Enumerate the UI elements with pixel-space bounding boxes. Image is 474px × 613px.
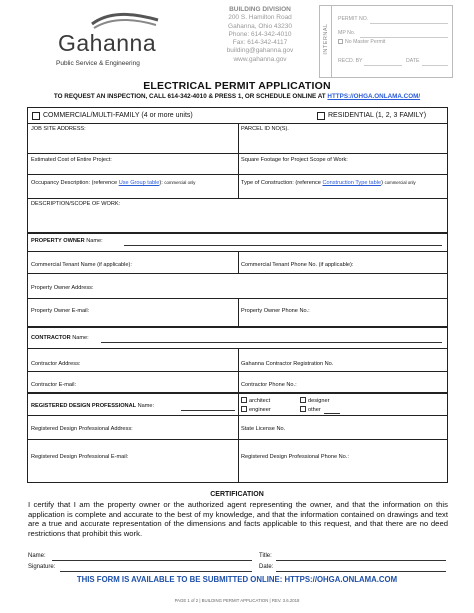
page-title: ELECTRICAL PERMIT APPLICATION [143, 80, 331, 92]
internal-tab [320, 6, 332, 77]
job-site-label: JOB SITE ADDRESS: [31, 126, 86, 132]
owner-name-line[interactable] [124, 245, 442, 246]
divider [28, 371, 447, 372]
internal-label: INTERNAL [323, 23, 329, 55]
est-cost-label: Estimated Cost of Entire Project: [31, 157, 112, 163]
certification-heading: CERTIFICATION [210, 491, 264, 498]
signature-line[interactable] [60, 571, 252, 572]
column-divider [238, 252, 239, 273]
org-subtitle: Public Service & Engineering [56, 60, 140, 67]
address-line-2: Gahanna, Ohio 43230 [228, 22, 292, 30]
use-group-table-link[interactable]: Use Group table [118, 180, 160, 186]
license-label: State License No. [241, 426, 286, 432]
divider [28, 174, 447, 175]
commercial-label: COMMERCIAL/MULTI-FAMILY (4 or more units) [43, 112, 193, 119]
divider [28, 153, 447, 154]
column-divider [238, 124, 239, 199]
owner-email-label: Property Owner E-mail: [31, 308, 90, 314]
contractor-registration-label: Gahanna Contractor Registration No. [241, 361, 334, 367]
wave-logo-icon [90, 10, 160, 32]
engineer-option[interactable]: engineer [241, 406, 271, 413]
email: building@gahanna.gov [226, 47, 294, 55]
column-divider [238, 394, 239, 482]
owner-phone-label: Property Owner Phone No.: [241, 308, 310, 314]
certification-text: I certify that I am the property owner or the authorized agent representing the owner, and that the information on this application is complete and accurate to the best of my knowledge, and that the information contained on drawings and text are a true and accurate representation of the dimensions and facts applicable to this request, and that there are no deed restrictions that prohibit this work. [28, 500, 448, 538]
occupancy-label: Occupancy Description: (reference Use Group table): commercial only [31, 180, 196, 186]
contractor-name-line[interactable] [101, 342, 442, 343]
website: www.gahanna.gov [233, 55, 287, 63]
column-divider [238, 299, 239, 326]
recd-by-label: RECD. BY [338, 58, 363, 64]
name-line[interactable] [52, 560, 252, 561]
divider [28, 415, 447, 416]
other-option[interactable]: other [300, 406, 321, 413]
fax: Fax: 614-342-4117 [232, 39, 288, 47]
mp-no-label: MP No. [338, 30, 356, 36]
design-name-field: REGISTERED DESIGN PROFESSIONAL Name: [31, 403, 155, 409]
permit-no-label: PERMIT NO. [338, 16, 369, 22]
checkbox-icon[interactable] [338, 39, 343, 44]
residential-label: RESIDENTIAL (1, 2, 3 FAMILY) [328, 112, 427, 119]
inspection-instructions: TO REQUEST AN INSPECTION, CALL 614-342-4010 & PRESS 1, OR SCHEDULE ONLINE AT HTTPS://OHGA.ONLAMA.COM/ [53, 93, 421, 100]
schedule-online-link[interactable]: HTTPS://OHGA.ONLAMA.COM/ [327, 93, 421, 100]
owner-name-field: PROPERTY OWNER Name: [31, 238, 103, 244]
name-label: Name: [28, 553, 46, 559]
date-line[interactable] [276, 571, 446, 572]
building-division-info [210, 6, 310, 64]
designer-option[interactable]: designer [300, 397, 329, 404]
owner-address-label: Property Owner Address: [31, 285, 94, 291]
page-footer: PAGE 1 of 2 | BUILDING PERMIT APPLICATION | REV. 3.6.2018 [174, 598, 300, 603]
no-master-permit-option[interactable]: No Master Permit [338, 39, 385, 45]
divider [28, 439, 447, 440]
title-line[interactable] [276, 560, 446, 561]
signature-label: Signature: [28, 564, 56, 570]
tenant-phone-label: Commercial Tenant Phone No. (if applicable): [241, 262, 354, 268]
gahanna-logo [54, 10, 174, 70]
checkbox-icon[interactable] [241, 397, 247, 403]
description-label: DESCRIPTION/SCOPE OF WORK: [31, 201, 121, 207]
division-title: BUILDING DIVISION [229, 6, 291, 13]
sq-footage-label: Square Footage for Project Scope of Work: [241, 157, 348, 163]
date-label: DATE [406, 58, 420, 64]
internal-use-box [319, 5, 453, 78]
commercial-checkbox[interactable] [32, 112, 40, 120]
design-name-line[interactable] [181, 410, 235, 411]
section-divider [28, 232, 447, 234]
org-name: Gahanna [58, 30, 157, 56]
design-heading: REGISTERED DESIGN PROFESSIONAL [31, 403, 137, 409]
checkbox-icon[interactable] [300, 406, 306, 412]
residential-checkbox[interactable] [317, 112, 325, 120]
construction-label: Type of Construction: (reference Construction Type table) commercial only [241, 180, 416, 186]
page-header [0, 0, 474, 78]
parcel-label: PARCEL ID NO(S). [241, 126, 289, 132]
divider [28, 273, 447, 274]
recd-by-line[interactable] [364, 65, 402, 66]
design-address-label: Registered Design Professional Address: [31, 426, 133, 432]
submit-online-banner: THIS FORM IS AVAILABLE TO BE SUBMITTED ONLINE: HTTPS://OHGA.ONLAMA.COM [76, 575, 398, 584]
design-phone-label: Registered Design Professional Phone No.: [241, 454, 349, 460]
design-email-label: Registered Design Professional E-mail: [31, 454, 129, 460]
permit-form [27, 107, 448, 483]
contractor-address-label: Contractor Address: [31, 361, 81, 367]
owner-heading: PROPERTY OWNER [31, 238, 85, 244]
address-line-1: 200 S. Hamilton Road [228, 14, 292, 22]
contractor-email-label: Contractor E-mail: [31, 382, 77, 388]
title-label: Title: [259, 553, 272, 559]
date-line[interactable] [422, 65, 448, 66]
construction-type-table-link[interactable]: Construction Type table [322, 180, 382, 186]
phone: Phone: 614-342-4010 [228, 30, 292, 38]
other-line[interactable] [324, 413, 340, 414]
permit-no-line[interactable] [370, 23, 448, 24]
checkbox-icon[interactable] [241, 406, 247, 412]
tenant-name-label: Commercial Tenant Name (if applicable): [31, 262, 132, 268]
checkbox-icon[interactable] [300, 397, 306, 403]
divider [28, 198, 447, 199]
contractor-name-field: CONTRACTOR Name: [31, 335, 89, 341]
architect-option[interactable]: architect [241, 397, 270, 404]
date-label: Date: [259, 564, 274, 570]
contractor-heading: CONTRACTOR [31, 335, 71, 341]
mp-no-line[interactable] [360, 37, 448, 38]
section-divider [28, 326, 447, 328]
contractor-phone-label: Contractor Phone No.: [241, 382, 297, 388]
